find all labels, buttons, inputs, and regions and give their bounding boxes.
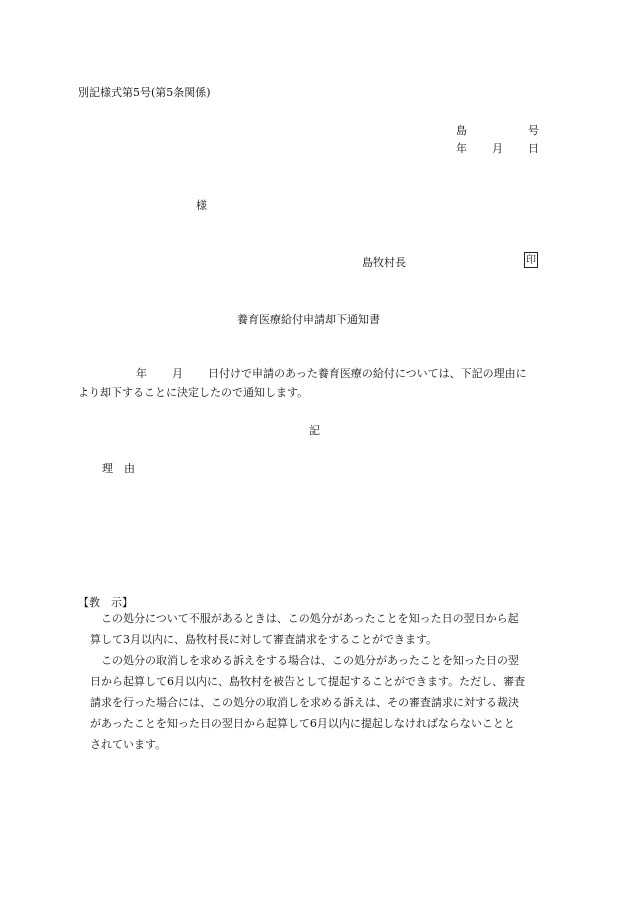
notice-line: されています。: [90, 738, 167, 751]
notice-line: 算して3月以内に、島牧村長に対して審査請求をすることができます。: [90, 633, 438, 646]
addressee-honorific: 様: [196, 199, 207, 212]
notice-line: 請求を行った場合には、この処分の取消しを求める訴えは、その審査請求に対する裁決: [90, 696, 519, 709]
header-year: 年: [456, 142, 467, 155]
header-month: 月: [492, 142, 503, 155]
notice-line: この処分について不服があるときは、この処分があったことを知った日の翌日から起: [90, 612, 519, 625]
body-year: 年: [136, 367, 147, 380]
reason-label: 理 由: [102, 462, 135, 475]
notice-heading: 【教 示】: [78, 596, 133, 609]
notice-line: があったことを知った日の翌日から起算して6月以内に提起しなければならないことと: [90, 717, 515, 730]
body-line2: より却下することに決定したので通知します。: [78, 386, 309, 399]
header-day: 日: [528, 142, 539, 155]
document-title: 養育医療給付申請却下通知書: [237, 313, 380, 326]
notice-body: [90, 608, 525, 755]
ki-mark: 記: [309, 424, 320, 437]
header-number: 号: [528, 124, 539, 137]
form-label: 別記様式第5号(第5条関係): [78, 86, 211, 99]
header-island: 島: [456, 124, 467, 137]
seal-box: 印: [524, 252, 538, 268]
issuer-name: 島牧村長: [362, 256, 406, 269]
body-line1: 日付けで申請のあった養育医療の給付については、下記の理由に: [208, 367, 527, 380]
body-month: 月: [172, 367, 183, 380]
notice-line: 日から起算して6月以内に、島牧村を被告として提起することができます。ただし、審査: [90, 675, 526, 688]
notice-line: この処分の取消しを求める訴えをする場合は、この処分があったことを知った日の翌: [90, 654, 519, 667]
